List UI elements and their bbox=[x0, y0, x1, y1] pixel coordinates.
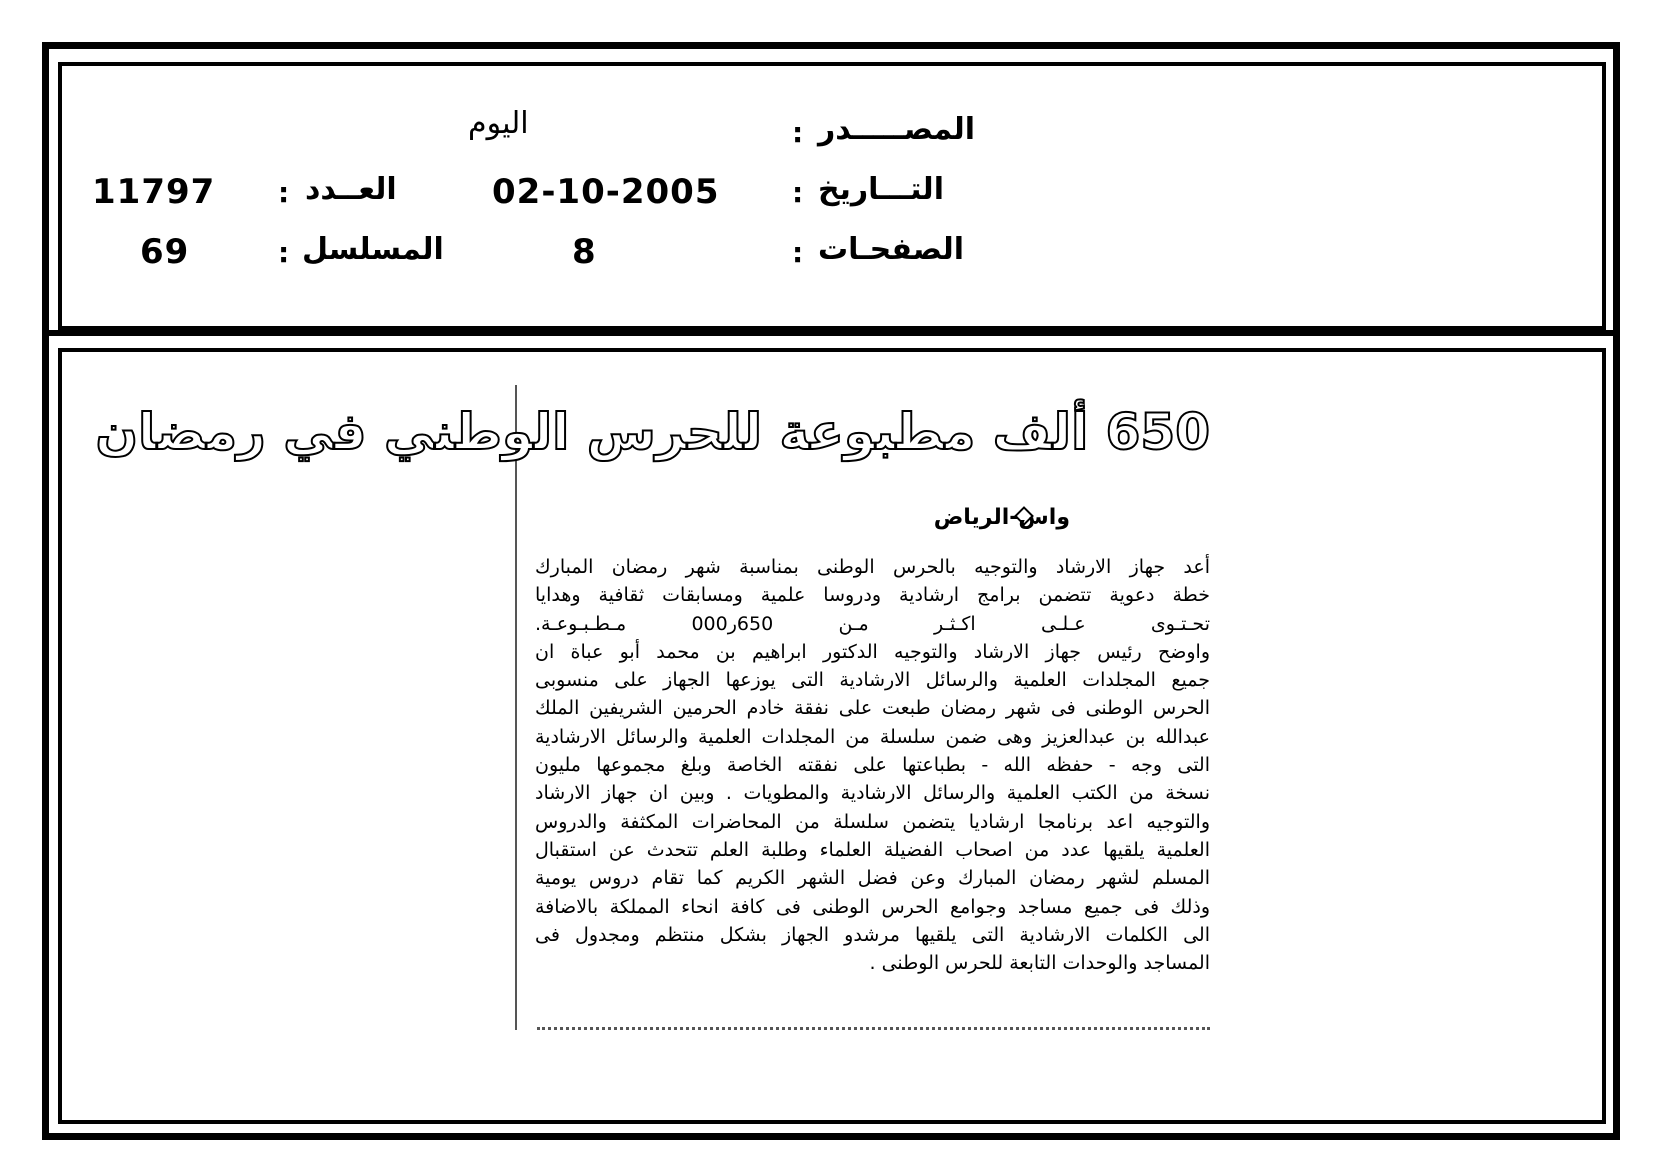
article-line: والتوجيه اعد برنامجا ارشاديا يتضمن سلسلة من المحاضرات المكثفة والدروس bbox=[535, 810, 1210, 833]
issue-label: العــدد bbox=[305, 172, 397, 207]
date-value: 02-10-2005 bbox=[492, 172, 720, 212]
article-line: تحـتـوى عـلـى اكـثـر مـن 650ر000 مـطـبـوعـة. bbox=[535, 612, 1210, 635]
serial-value: 69 bbox=[140, 232, 190, 272]
article-line: المسلم لشهر رمضان المبارك وعن فضل الشهر الكريم كما تقام دروس يومية bbox=[535, 867, 1210, 890]
pages-value: 8 bbox=[572, 232, 597, 272]
article-headline: 650 ألف مطبوعة للحرس الوطني في رمضان bbox=[95, 403, 1210, 461]
source-label: المصـــــدر bbox=[818, 112, 976, 147]
article-byline: واس-الرياض bbox=[933, 505, 1070, 530]
article-line: التى وجه - حفظه الله - بطباعتها على نفقته الخاصة وبلغ مجموعها مليون bbox=[535, 754, 1210, 777]
article-body bbox=[535, 553, 1210, 977]
clipping-edge-rule bbox=[515, 385, 517, 1030]
pages-label: الصفحـات bbox=[818, 232, 964, 267]
serial-label: المسلسل bbox=[302, 232, 444, 267]
header-separator bbox=[49, 330, 1613, 336]
clipping-bottom-rule bbox=[537, 1027, 1210, 1030]
article-line: الحرس الوطنى فى شهر رمضان طبعت على نفقة خادم الحرمين الشريفين الملك bbox=[535, 697, 1210, 720]
source-value: اليوم bbox=[468, 106, 529, 141]
article-line: الى الكلمات الارشادية التى يلقيها مرشدو الجهاز بشكل منتظم ومجدول فى bbox=[535, 923, 1210, 946]
issue-value: 11797 bbox=[92, 172, 216, 212]
source-colon: : bbox=[792, 116, 804, 149]
pages-colon: : bbox=[792, 236, 804, 269]
article-line: المساجد والوحدات التابعة للحرس الوطنى . bbox=[869, 952, 1210, 975]
article-line: خطة دعوية تتضمن برامج ارشادية ودروسا علمية ومسابقات ثقافية وهدايا bbox=[535, 584, 1210, 607]
article-line: عبدالله بن عبدالعزيز وهى ضمن سلسلة من المجلدات العلمية والرسائل الارشادية bbox=[535, 725, 1210, 748]
article-line: واوضح رئيس جهاز الارشاد والتوجيه الدكتور ابراهيم بن محمد أبو عباة ان bbox=[535, 640, 1210, 663]
date-colon: : bbox=[792, 176, 804, 209]
date-label: التـــاريخ bbox=[818, 172, 944, 207]
serial-colon: : bbox=[278, 236, 290, 269]
article-line: نسخة من الكتب العلمية والرسائل الارشادية والمطويات . وبين ان جهاز الارشاد bbox=[535, 782, 1210, 805]
article-line: جميع المجلدات العلمية والرسائل الارشادية التى يوزعها الجهاز على منسوبى bbox=[535, 669, 1210, 692]
issue-colon: : bbox=[278, 176, 290, 209]
article-line: وذلك فى جميع مساجد وجوامع الحرس الوطنى فى كافة انحاء المملكة بالاضافة bbox=[535, 895, 1210, 918]
article-line: أعد جهاز الارشاد والتوجيه بالحرس الوطنى بمناسبة شهر رمضان المبارك bbox=[535, 556, 1210, 578]
article-line: العلمية يلقيها عدد من اصحاب الفضيلة العلماء وطلبة العلم تتحدث عن استقبال bbox=[535, 838, 1210, 861]
